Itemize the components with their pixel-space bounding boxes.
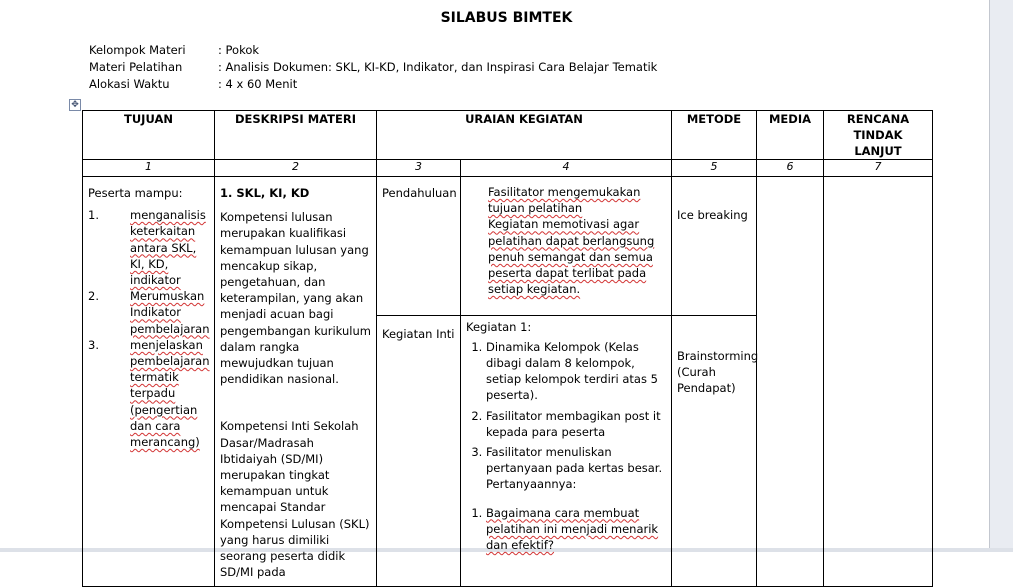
cell-phase[interactable] <box>377 177 461 316</box>
metode-text: Brainstorming (Curah Pendapat) <box>677 348 759 395</box>
col-number: 3 <box>377 160 461 177</box>
cell-metode[interactable] <box>672 315 757 587</box>
list-text: menganalisis keterkaitan antara SKL, KI, KD, indikator <box>130 208 206 288</box>
header-uraian: URAIAN KEGIATAN <box>377 111 672 160</box>
document-title: SILABUS BIMTEK <box>440 10 573 26</box>
header-row <box>83 111 933 160</box>
cell-deskripsi[interactable] <box>215 177 377 587</box>
meta-value: : 4 x 60 Menit <box>218 77 298 91</box>
meta-row-alokasi <box>89 76 297 93</box>
deskripsi-paragraph: Kompetensi lulusan merupakan kualifikasi kemampuan lulusan yang mencakup sikap, pengetahuan, dan keterampilan, yang akan menjadi acuan bagi pengembangan kurikulum dalam rangka mewujudkan tujuan pendidikan nasional. <box>220 210 371 387</box>
list-item <box>88 288 209 337</box>
page-margin-right <box>989 0 1013 552</box>
cell-detail[interactable] <box>461 315 672 587</box>
tujuan-intro: Peserta mampu: <box>88 186 183 200</box>
header-media: MEDIA <box>757 111 824 160</box>
col-number: 7 <box>824 160 933 177</box>
metode-text: Ice breaking <box>677 208 748 222</box>
detail-line: Kegiatan memotivasi agar pelatihan dapat berlangsung penuh semangat dan semua peserta dapat terlibat pada setiap kegiatan. <box>488 217 655 297</box>
cell-phase[interactable] <box>377 315 461 587</box>
table-move-handle-icon[interactable]: ✥ <box>69 99 81 111</box>
cell-rencana[interactable] <box>824 177 933 587</box>
list-item <box>88 207 209 288</box>
syllabus-table <box>82 110 933 587</box>
header-deskripsi: DESKRIPSI MATERI <box>215 111 377 160</box>
header-metode: METODE <box>672 111 757 160</box>
col-number: 5 <box>672 160 757 177</box>
deskripsi-paragraph: Kompetensi Inti Sekolah Dasar/Madrasah Ibtidaiyah (SD/MI) merupakan tingkat kemampuan untuk mencapai Standar Kompetensi Lulusan (SKL) yang harus dimiliki seorang peserta didik SD/MI pada <box>220 419 370 580</box>
detail-line: Fasilitator mengemukakan tujuan pelatihan <box>488 185 641 216</box>
column-number-row <box>83 160 933 177</box>
list-item: 1. Dinamika Kelompok (Kelas dibagi dalam 8 kelompok, setiap kelompok terdiri atas 5 peserta). <box>486 339 666 404</box>
col-number: 6 <box>757 160 824 177</box>
cell-metode[interactable] <box>672 177 757 316</box>
meta-label: Alokasi Waktu <box>89 77 170 91</box>
meta-label: Kelompok Materi <box>89 43 186 57</box>
list-text: menjelaskan pembelajaran termatik terpadu (pengertian dan cara merancang) <box>130 337 210 450</box>
meta-row-kelompok <box>89 42 259 59</box>
meta-value: : Analisis Dokumen: SKL, KI-KD, Indikator, dan Inspirasi Cara Belajar Tematik <box>218 60 658 74</box>
list-item <box>88 337 209 450</box>
cell-tujuan[interactable] <box>83 177 215 587</box>
header-rencana: RENCANA TINDAK LANJUT <box>824 111 933 160</box>
phase-label: Kegiatan Inti <box>382 326 455 341</box>
deskripsi-heading: 1. SKL, KI, KD <box>220 186 310 200</box>
col-number: 4 <box>461 160 672 177</box>
question-text: Bagaimana cara membuat pelatihan ini menjadi menarik dan efektif? <box>486 505 659 553</box>
content-row-pendahuluan <box>83 177 933 316</box>
meta-value: : Pokok <box>218 43 260 57</box>
list-text: Merumuskan Indikator pembelajaran <box>130 289 210 336</box>
list-number: 3. <box>88 337 99 352</box>
question-list <box>466 505 666 554</box>
list-number: 1. <box>88 208 99 223</box>
cell-detail[interactable] <box>461 177 672 316</box>
sub-title: Kegiatan 1: <box>466 319 532 334</box>
phase-label: Pendahuluan <box>382 186 457 200</box>
cell-media[interactable] <box>757 177 824 587</box>
meta-label: Materi Pelatihan <box>89 60 183 74</box>
col-number: 1 <box>83 160 215 177</box>
header-tujuan: TUJUAN <box>83 111 215 160</box>
list-item: 3. Fasilitator menuliskan pertanyaan pada kertas besar. Pertanyaannya: <box>486 444 666 493</box>
meta-row-materi <box>89 59 657 76</box>
col-number: 2 <box>215 160 377 177</box>
list-number: 2. <box>88 289 99 304</box>
list-item <box>486 505 666 554</box>
tujuan-list <box>88 207 209 450</box>
steps-list <box>466 339 666 493</box>
list-item: 2. Fasilitator membagikan post it kepada para peserta <box>486 408 666 440</box>
